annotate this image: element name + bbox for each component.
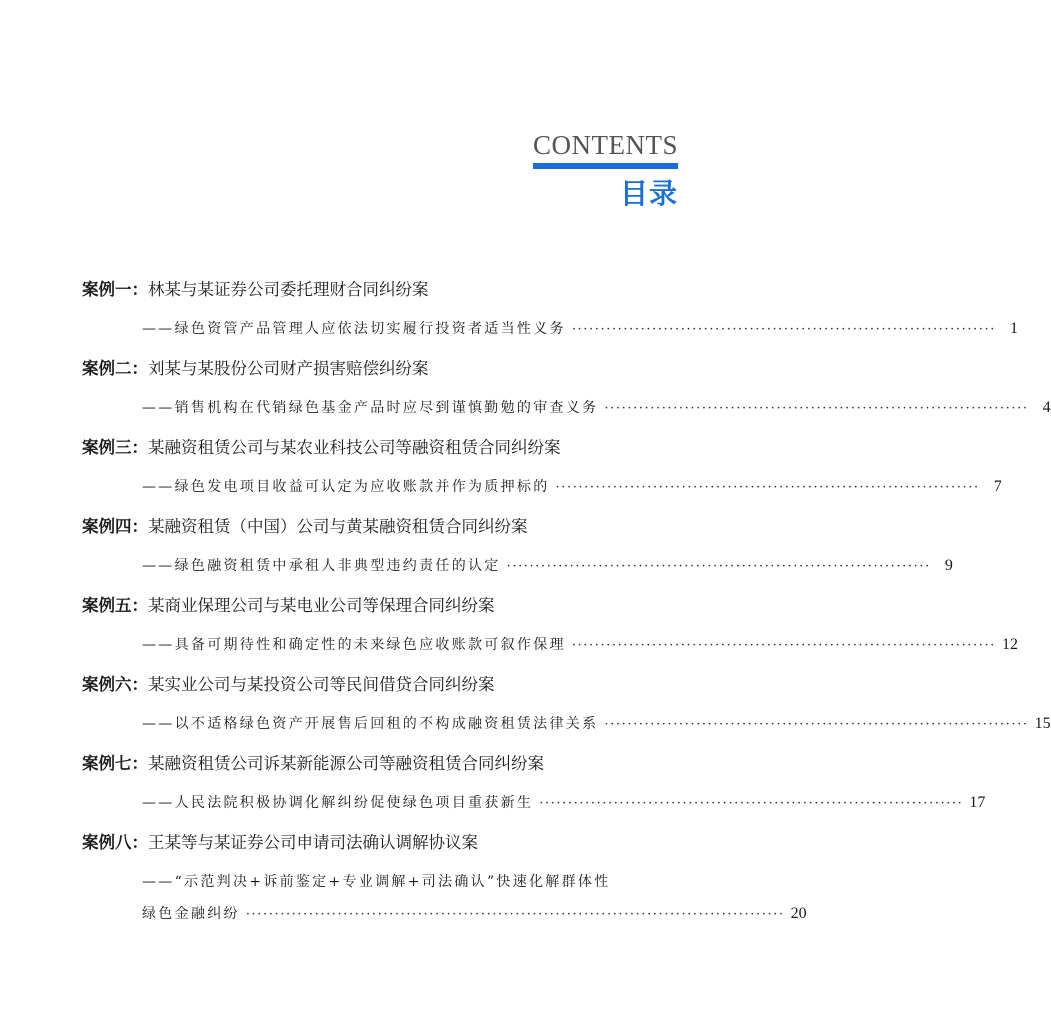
- toc-entry-6[interactable]: [82, 673, 1051, 752]
- dot-leader: ··········································································: [571, 322, 997, 337]
- case-subtitle-line: [142, 554, 953, 578]
- case-label: 案例二：: [82, 359, 148, 378]
- case-label: 案例八：: [82, 833, 148, 852]
- case-name: 某融资租赁公司与某农业科技公司等融资租赁合同纠纷案: [148, 438, 561, 457]
- toc-entry-8[interactable]: [82, 831, 807, 941]
- case-subtitle-line: [142, 317, 1019, 341]
- case-label: 案例六：: [82, 675, 148, 694]
- page-number[interactable]: 9: [944, 557, 953, 574]
- case-title: [82, 436, 561, 460]
- case-title: [82, 594, 495, 618]
- dot-leader: ······························································································: [245, 907, 785, 922]
- contents-accent-bar: [533, 163, 678, 169]
- case-name: 某融资租赁公司诉某新能源公司等融资租赁合同纠纷案: [148, 754, 544, 773]
- contents-title-en: CONTENTS: [533, 130, 678, 160]
- case-label: 案例七：: [82, 754, 148, 773]
- case-subtitle: ——具备可期待性和确定性的未来绿色应收账款可叙作保理: [142, 637, 566, 653]
- case-subtitle: ——以不适格绿色资产开展售后回租的不构成融资租赁法律关系: [142, 716, 599, 732]
- contents-header: [533, 130, 678, 211]
- case-subtitle: ——“示范判决+诉前鉴定+专业调解+司法确认”快速化解群体性: [142, 874, 611, 890]
- case-subtitle-line: [142, 475, 1002, 499]
- case-subtitle-line: [142, 396, 1051, 420]
- page-number[interactable]: 7: [993, 478, 1002, 495]
- case-name: 王某等与某证券公司申请司法确认调解协议案: [148, 833, 478, 852]
- case-subtitle-line: [142, 712, 1051, 736]
- page-number[interactable]: 20: [790, 905, 807, 922]
- case-subtitle: ——人民法院积极协调化解纠纷促使绿色项目重获新生: [142, 795, 534, 811]
- case-title: [82, 752, 544, 776]
- toc-entry-5[interactable]: [82, 594, 1019, 673]
- case-subtitle: ——绿色资管产品管理人应依法切实履行投资者适当性义务: [142, 321, 566, 337]
- toc-entry-3[interactable]: [82, 436, 1002, 515]
- toc-entry-1[interactable]: [82, 278, 1019, 357]
- toc-entry-7[interactable]: [82, 752, 986, 831]
- page-number[interactable]: 4: [1042, 399, 1051, 416]
- dot-leader: ··········································································: [604, 717, 1029, 732]
- dot-leader: ··········································································: [604, 401, 1029, 416]
- case-subtitle-line: [142, 870, 611, 894]
- case-name: 某实业公司与某投资公司等民间借贷合同纠纷案: [148, 675, 495, 694]
- case-name: 刘某与某股份公司财产损害赔偿纠纷案: [148, 359, 429, 378]
- case-label: 案例一：: [82, 280, 148, 299]
- case-title: [82, 357, 429, 381]
- toc-entry-4[interactable]: [82, 515, 953, 594]
- dot-leader: ··········································································: [555, 480, 980, 495]
- toc-entry-2[interactable]: [82, 357, 1051, 436]
- case-subtitle-line-continued: [142, 902, 807, 926]
- case-subtitle: ——绿色发电项目收益可认定为应收账款并作为质押标的: [142, 479, 550, 495]
- contents-title-cn: 目录: [619, 177, 678, 210]
- case-name: 某融资租赁（中国）公司与黄某融资租赁合同纠纷案: [148, 517, 528, 536]
- case-title: [82, 673, 495, 697]
- page-number[interactable]: 12: [1002, 636, 1019, 653]
- page-number[interactable]: 17: [969, 794, 986, 811]
- case-name: 林某与某证券公司委托理财合同纠纷案: [148, 280, 429, 299]
- case-subtitle-continued: 绿色金融纠纷: [142, 906, 240, 922]
- dot-leader: ··········································································: [539, 796, 964, 811]
- case-title: [82, 278, 429, 302]
- table-of-contents: [82, 278, 1051, 941]
- case-subtitle-line: [142, 633, 1019, 657]
- case-label: 案例三：: [82, 438, 148, 457]
- case-name: 某商业保理公司与某电业公司等保理合同纠纷案: [148, 596, 495, 615]
- case-title: [82, 515, 528, 539]
- page-number[interactable]: 15: [1034, 715, 1051, 732]
- case-subtitle-line: [142, 791, 986, 815]
- dot-leader: ··········································································: [571, 638, 997, 653]
- case-label: 案例五：: [82, 596, 148, 615]
- case-subtitle: ——销售机构在代销绿色基金产品时应尽到谨慎勤勉的审查义务: [142, 400, 599, 416]
- case-title: [82, 831, 478, 855]
- case-label: 案例四：: [82, 517, 148, 536]
- page-number[interactable]: 1: [1010, 320, 1019, 337]
- dot-leader: ··········································································: [506, 559, 931, 574]
- case-subtitle: ——绿色融资租赁中承租人非典型违约责任的认定: [142, 558, 501, 574]
